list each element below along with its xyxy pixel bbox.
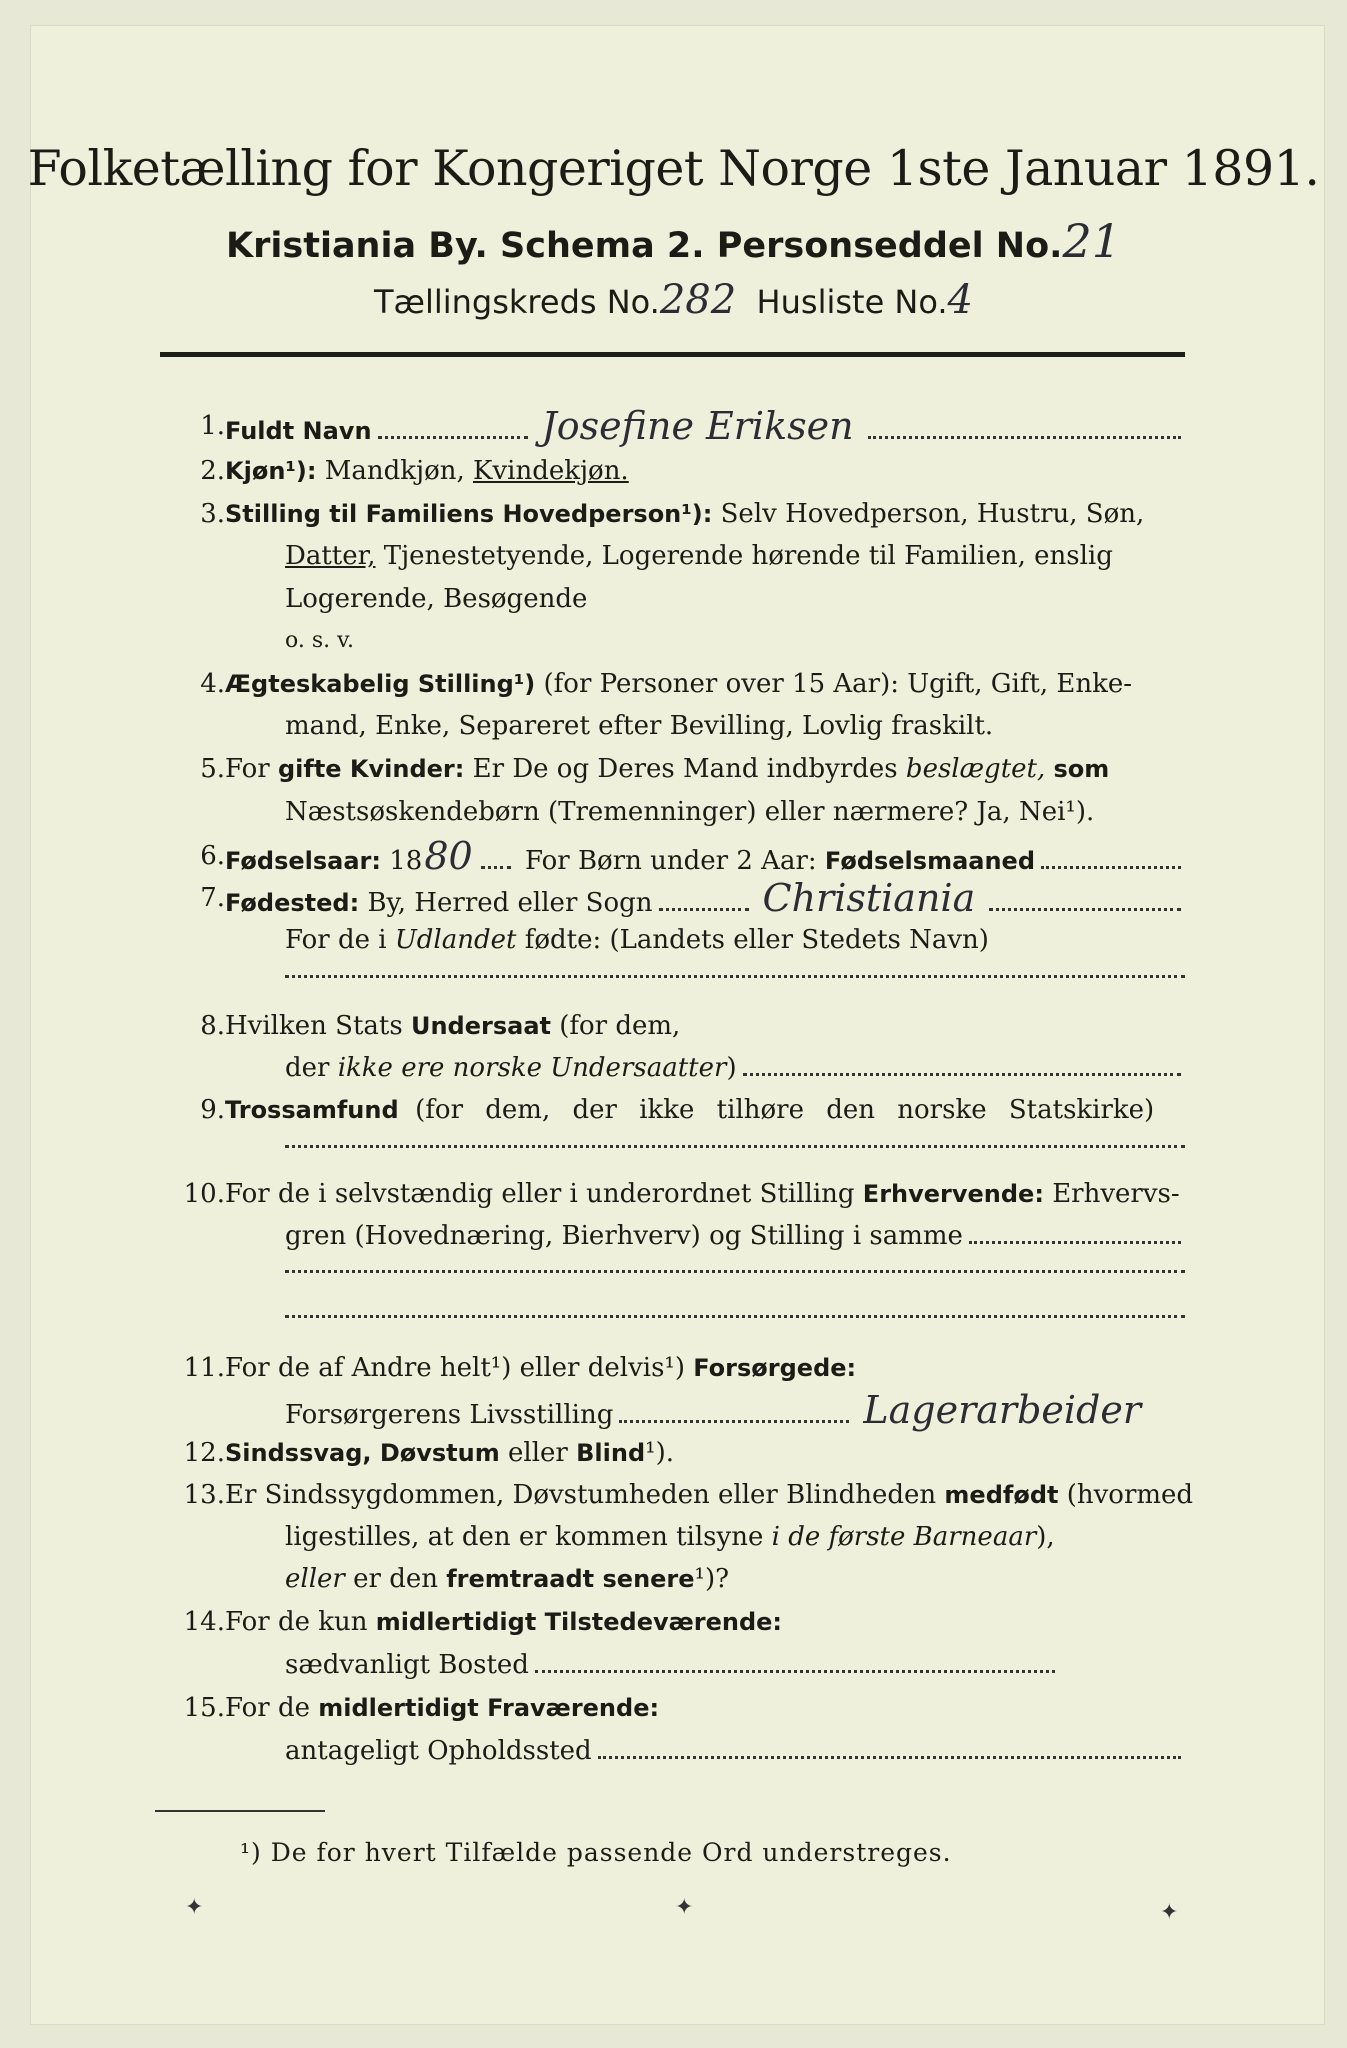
text-line: ligestilles, at den er kommen tilsyne xyxy=(285,1522,764,1552)
option-datter-selected: Datter, xyxy=(285,541,376,571)
label-fodselsaar: Fødselsaar: xyxy=(225,847,381,875)
label-fuldt-navn: Fuldt Navn xyxy=(225,417,372,445)
label-blind: Blind xyxy=(576,1439,646,1467)
text-line: For Børn under 2 Aar: xyxy=(524,846,817,876)
text-line: Er De og Deres Mand indbyrdes xyxy=(472,754,898,784)
text-line: ), xyxy=(1036,1522,1055,1552)
year-prefix: 18 xyxy=(389,846,423,876)
text-line: Selv Hovedperson, Hustru, Søn, xyxy=(720,499,1145,529)
text-line: ¹)? xyxy=(694,1564,730,1594)
page-title: Folketælling for Kongeriget Norge 1ste Januar 1891. xyxy=(27,140,1320,197)
text-line: Erhvervs- xyxy=(1052,1179,1180,1209)
subheader-taellingskreds xyxy=(0,277,1347,323)
item-number: 15. xyxy=(183,1693,225,1723)
label-trossamfund: Trossamfund xyxy=(225,1096,399,1124)
label-fremtraadt-senere: fremtraadt senere xyxy=(446,1565,695,1593)
taellingskreds-number: 282 xyxy=(659,277,737,323)
text-line: By, Herred eller Sogn xyxy=(367,888,653,918)
taellingskreds-label: Tællingskreds No. xyxy=(373,283,660,321)
item-number: 12. xyxy=(183,1438,225,1468)
item-number: 7. xyxy=(200,883,225,913)
text-line: eller xyxy=(508,1438,568,1468)
item-number: 5. xyxy=(200,754,225,784)
option-mandkjon: Mandkjøn, xyxy=(324,456,465,486)
label-stilling: Stilling til Familiens Hovedperson¹): xyxy=(225,500,713,528)
text-line: Er Sindssygdommen, Døvstumheden eller Blindheden xyxy=(225,1480,937,1510)
text-line: For de af Andre helt¹) eller delvis¹) xyxy=(225,1353,685,1383)
label-fodselsmaaned: Fødselsmaaned xyxy=(824,847,1036,875)
crop-mark: ✦ xyxy=(1160,1900,1179,1925)
item-number: 6. xyxy=(200,841,225,871)
text-line: (for dem, xyxy=(559,1011,681,1041)
label-tilstedevaerende: midlertidigt Tilstedeværende: xyxy=(375,1608,783,1636)
item-number: 9. xyxy=(200,1095,225,1125)
label-som: som xyxy=(1053,755,1110,783)
text-italic: ikke ere norske Undersaatter xyxy=(337,1053,727,1083)
text-line: mand, Enke, Separeret efter Bevilling, Lovlig fraskilt. xyxy=(285,711,994,741)
text-italic: eller xyxy=(285,1564,345,1594)
label-undersaat: Undersaat xyxy=(410,1012,551,1040)
text-line: For de xyxy=(225,1693,310,1723)
husliste-label: Husliste No. xyxy=(756,283,948,321)
text-line: ¹). xyxy=(645,1438,674,1468)
text-line: Hvilken Stats xyxy=(225,1011,403,1041)
text-line: antageligt Opholdssted xyxy=(285,1736,592,1766)
item-number: 8. xyxy=(200,1011,225,1041)
text-line: For de kun xyxy=(225,1607,368,1637)
text-line: o. s. v. xyxy=(285,628,354,653)
text-line: (for dem, der ikke tilhøre den norske Statskirke) xyxy=(415,1095,1155,1125)
item-number: 11. xyxy=(183,1353,225,1383)
answer-name: Josefine Eriksen xyxy=(541,404,854,448)
personseddel-number: 21 xyxy=(1062,214,1121,268)
label-erhvervende: Erhvervende: xyxy=(862,1180,1044,1208)
text-line: der xyxy=(285,1053,330,1083)
label-gifte-kvinder: gifte Kvinder: xyxy=(277,755,465,783)
text-line: sædvanligt Bosted xyxy=(285,1650,529,1680)
blank-line xyxy=(285,1315,1185,1318)
text-line: (hvormed xyxy=(1066,1480,1194,1510)
answer-forsorger-occupation: Lagerarbeider xyxy=(863,1388,1142,1432)
text-line: Tjenestetyende, Logerende hørende til Familien, enslig xyxy=(383,541,1113,571)
label-kjon: Kjøn¹): xyxy=(225,457,317,485)
crop-mark: ✦ xyxy=(675,1895,694,1920)
text-italic: Udlandet xyxy=(394,925,517,955)
answer-birthplace: Christiania xyxy=(762,876,976,920)
text-italic: i de første Barneaar xyxy=(771,1522,1037,1552)
husliste-number: 4 xyxy=(947,277,973,323)
text-line: Logerende, Besøgende xyxy=(285,584,588,614)
item-number: 1. xyxy=(200,411,225,441)
header-divider xyxy=(160,352,1185,357)
subheader-label: Kristiania By. Schema 2. Personseddel No. xyxy=(226,226,1063,266)
item-number: 14. xyxy=(183,1607,225,1637)
footnote-divider xyxy=(155,1810,325,1812)
item-number: 10. xyxy=(183,1179,225,1209)
label-sindssvag: Sindssvag, Døvstum xyxy=(225,1439,500,1467)
text-line: (for Personer over 15 Aar): Ugift, Gift, Enke- xyxy=(543,669,1133,699)
text-line: ) xyxy=(726,1053,737,1083)
item-number: 2. xyxy=(200,456,225,486)
item-number: 13. xyxy=(183,1480,225,1510)
text-line: Forsørgerens Livsstilling xyxy=(285,1400,614,1430)
text-line: gren (Hovednæring, Bierhverv) og Stilling i samme xyxy=(285,1221,963,1251)
blank-line xyxy=(285,975,1185,978)
label-medfodt: medfødt xyxy=(944,1481,1059,1509)
blank-line xyxy=(285,1145,1185,1148)
item-number: 4. xyxy=(200,669,225,699)
label-forsorgede: Forsørgede: xyxy=(693,1354,857,1382)
label-fodested: Fødested: xyxy=(225,889,360,917)
text-line: For de i selvstændig eller i underordnet Stilling xyxy=(225,1179,855,1209)
text-line: fødte: (Landets eller Stedets Navn) xyxy=(524,925,989,955)
crop-mark: ✦ xyxy=(185,1895,204,1920)
footnote: ¹) De for hvert Tilfælde passende Ord understreges. xyxy=(240,1838,952,1867)
text-italic: beslægtet, xyxy=(905,754,1046,784)
text-line: Næstsøskendebørn (Tremenninger) eller nærmere? Ja, Nei¹). xyxy=(285,797,1095,827)
text-line: er den xyxy=(353,1564,438,1594)
subheader-personseddel xyxy=(0,214,1347,268)
blank-line xyxy=(285,1270,1185,1273)
item-number: 3. xyxy=(200,499,225,529)
label-aegteskabelig: Ægteskabelig Stilling¹) xyxy=(225,670,536,698)
label-fravaerende: midlertidigt Fraværende: xyxy=(318,1694,660,1722)
text-line: For xyxy=(225,754,270,784)
answer-birth-year: 80 xyxy=(424,834,473,878)
option-kvindekjon-selected: Kvindekjøn. xyxy=(473,456,629,486)
text-line: For de i xyxy=(285,925,387,955)
